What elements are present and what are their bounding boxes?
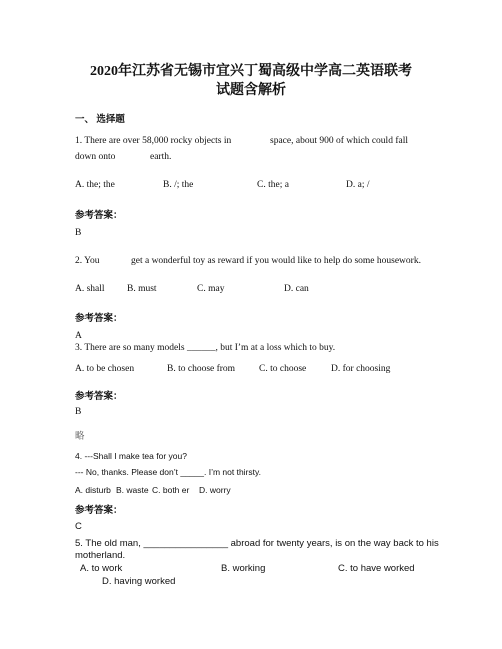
question-4-answer: C xyxy=(75,521,82,532)
question-1-text-part-4: earth. xyxy=(150,152,172,162)
question-3-option-a: A. to be chosen xyxy=(75,364,135,374)
question-5-text-line-2: motherland. xyxy=(75,550,126,561)
question-4-option-d: D. worry xyxy=(199,485,231,495)
question-1-text-part-2: space, about 900 of which could fall xyxy=(270,136,408,146)
question-5-option-d: D. having worked xyxy=(102,576,176,587)
question-5-option-b: B. working xyxy=(221,563,266,574)
question-3-option-c: C. to choose xyxy=(259,364,307,374)
question-4-prompt: 4. ---Shall I make tea for you? xyxy=(75,451,187,461)
document-title-line-1: 2020年江苏省无锡市宜兴丁蜀高级中学高二英语联考 xyxy=(90,64,412,79)
document-title-line-2: 试题含解析 xyxy=(216,83,286,98)
question-3-text: 3. There are so many models ______, but I’m at a loss which to buy. xyxy=(75,343,336,353)
question-3-option-d: D. for choosing xyxy=(331,364,391,374)
question-2-answer: A xyxy=(75,331,82,341)
question-2-text-part-2: get a wonderful toy as reward if you would like to help do some housework. xyxy=(131,256,421,266)
question-1-option-d: D. a; / xyxy=(346,180,370,190)
section-heading: 一、 选择题 xyxy=(75,115,125,125)
question-1-text-part-3: down onto xyxy=(75,152,116,162)
question-3-answer: B xyxy=(75,407,82,417)
question-1-text-part-1: 1. There are over 58,000 rocky objects in xyxy=(75,136,232,146)
question-5-option-a: A. to work xyxy=(80,563,123,574)
question-4-option-a: A. disturb xyxy=(75,485,111,495)
question-3-option-b: B. to choose from xyxy=(167,364,236,374)
question-4-reply: --- No, thanks. Please don’t _____. I’m not thirsty. xyxy=(75,467,261,477)
question-1-option-a: A. the; the xyxy=(75,180,115,190)
answer-label: 参考答案： xyxy=(75,211,123,221)
answer-label: 参考答案： xyxy=(75,506,123,516)
question-2-option-a: A. shall xyxy=(75,284,105,294)
answer-label: 参考答案： xyxy=(75,314,123,324)
question-5-option-c: C. to have worked xyxy=(338,563,415,574)
question-1-option-c: C. the; a xyxy=(257,180,289,190)
question-4-option-c: C. both er xyxy=(152,485,190,495)
question-2-option-d: D. can xyxy=(284,284,309,294)
question-1-answer: B xyxy=(75,228,82,238)
question-2-text-part-1: 2. You xyxy=(75,256,100,266)
question-2-option-c: C. may xyxy=(197,284,225,294)
question-2-option-b: B. must xyxy=(127,284,157,294)
question-4-option-b: B. waste xyxy=(116,485,149,495)
question-1-option-b: B. /; the xyxy=(163,180,194,190)
question-3-note: 略 xyxy=(75,432,85,442)
question-5-text-line-1: 5. The old man, ________________ abroad for twenty years, is on the way back to his xyxy=(75,538,439,549)
answer-label: 参考答案： xyxy=(75,392,123,402)
